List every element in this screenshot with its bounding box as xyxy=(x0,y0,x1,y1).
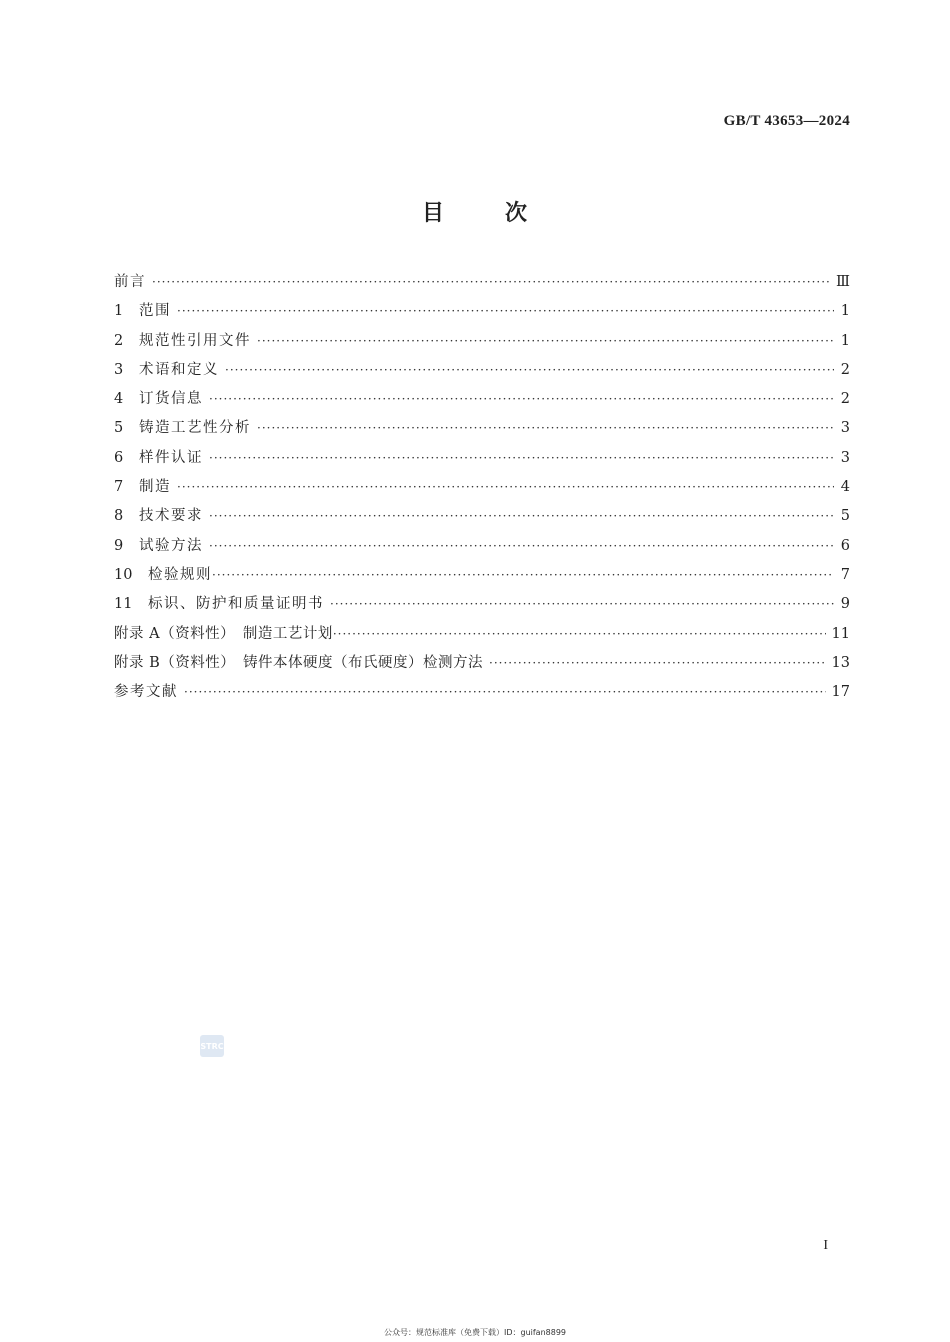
toc-entry-2[interactable] xyxy=(114,329,850,358)
toc-label: 附录 B（资料性） 铸件本体硬度（布氏硬度）检测方法 xyxy=(114,654,484,671)
toc-label: 规范性引用文件 xyxy=(139,332,251,349)
toc-page: 13 xyxy=(831,654,850,671)
leader-dots xyxy=(209,539,834,553)
toc-entry-9[interactable] xyxy=(114,534,850,563)
toc-num: 9 xyxy=(114,537,124,554)
toc-entry-6[interactable] xyxy=(114,446,850,475)
page-title xyxy=(0,196,950,227)
toc-page: 9 xyxy=(840,596,850,613)
toc-num: 10 xyxy=(114,566,133,583)
leader-dots xyxy=(330,597,834,611)
toc-entry-foreword[interactable] xyxy=(114,270,850,299)
toc-label: 检验规则 xyxy=(148,566,212,583)
toc-page: 11 xyxy=(831,625,850,642)
toc-page: 1 xyxy=(840,303,850,320)
toc-entry-appendix-b[interactable] xyxy=(114,651,850,680)
toc-label: 标识、防护和质量证明书 xyxy=(148,596,324,613)
toc-num: 3 xyxy=(114,361,124,378)
toc-page: 4 xyxy=(840,479,850,496)
toc-page: 5 xyxy=(840,508,850,525)
toc-num: 1 xyxy=(114,303,124,320)
toc-entry-1[interactable] xyxy=(114,299,850,328)
toc-entry-5[interactable] xyxy=(114,416,850,445)
toc-entry-8[interactable] xyxy=(114,504,850,533)
page-number: I xyxy=(823,1238,828,1253)
leader-dots xyxy=(225,363,834,377)
leader-dots xyxy=(333,627,826,641)
toc-label: 技术要求 xyxy=(139,508,203,525)
toc-label: 范围 xyxy=(139,303,171,320)
toc-page: 2 xyxy=(840,361,850,378)
toc-label: 铸造工艺性分析 xyxy=(139,420,251,437)
toc-page: 3 xyxy=(840,420,850,437)
toc-label: 样件认证 xyxy=(139,449,203,466)
leader-dots xyxy=(152,275,830,289)
leader-dots xyxy=(257,421,834,435)
toc-label: 制造 xyxy=(139,479,171,496)
standard-number: GB/T 43653—2024 xyxy=(723,113,850,129)
toc-page: Ⅲ xyxy=(836,274,850,290)
toc-num: 7 xyxy=(114,479,124,496)
table-of-contents xyxy=(114,270,850,709)
toc-entry-references[interactable] xyxy=(114,680,850,709)
toc-num: 11 xyxy=(114,596,133,613)
title-char-1: 目 xyxy=(421,200,445,226)
toc-page: 1 xyxy=(840,332,850,349)
toc-num: 8 xyxy=(114,508,124,525)
toc-label: 前言 xyxy=(114,274,146,290)
leader-dots xyxy=(489,656,826,670)
toc-label: 试验方法 xyxy=(139,537,203,554)
toc-page: 2 xyxy=(840,391,850,408)
leader-dots xyxy=(184,685,826,699)
toc-label: 术语和定义 xyxy=(139,361,219,378)
title-char-2: 次 xyxy=(505,200,529,226)
toc-num: 2 xyxy=(114,332,124,349)
toc-entry-appendix-a[interactable] xyxy=(114,622,850,651)
toc-page: 7 xyxy=(840,566,850,583)
toc-num: 5 xyxy=(114,420,124,437)
toc-entry-10[interactable] xyxy=(114,563,850,592)
toc-num: 4 xyxy=(114,391,124,408)
toc-label: 附录 A（资料性） 制造工艺计划 xyxy=(114,625,333,642)
toc-label: 参考文献 xyxy=(114,684,178,701)
leader-dots xyxy=(209,509,834,523)
leader-dots xyxy=(209,451,834,465)
footer-note: 公众号：规范标准库（免费下载）ID：guifan8899 xyxy=(383,1328,567,1337)
leader-dots xyxy=(209,392,834,406)
toc-entry-3[interactable] xyxy=(114,358,850,387)
toc-page: 3 xyxy=(840,449,850,466)
watermark-logo: STRC xyxy=(200,1035,224,1057)
toc-label: 订货信息 xyxy=(139,391,203,408)
leader-dots xyxy=(257,334,834,348)
leader-dots xyxy=(177,304,834,318)
leader-dots xyxy=(177,480,834,494)
toc-entry-11[interactable] xyxy=(114,592,850,621)
toc-page: 17 xyxy=(831,684,850,701)
toc-num: 6 xyxy=(114,449,124,466)
toc-entry-4[interactable] xyxy=(114,387,850,416)
leader-dots xyxy=(212,568,834,582)
toc-entry-7[interactable] xyxy=(114,475,850,504)
toc-page: 6 xyxy=(840,537,850,554)
